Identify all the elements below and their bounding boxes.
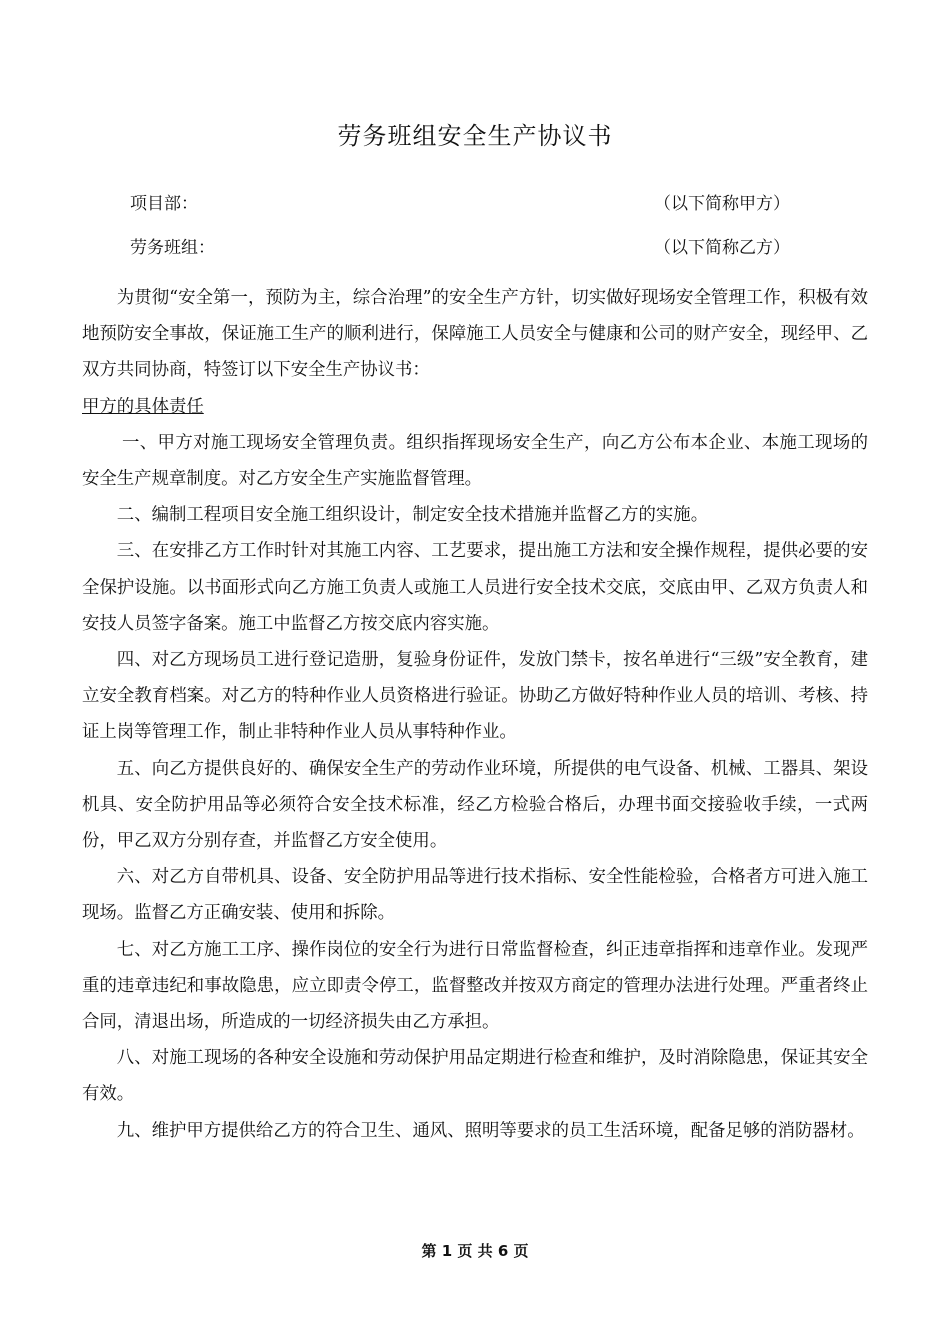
clause-item-3: 三、在安排乙方工作时针对其施工内容、工艺要求，提出施工方法和安全操作规程，提供必要的安全保护设施。以书面形式向乙方施工负责人或施工人员进行安全技术交底，交底由甲、乙双方负责人和安技人员签字备案。施工中监督乙方按交底内容实施。	[82, 541, 868, 634]
party-label-project: 项目部：	[130, 194, 198, 214]
clause-item-2: 二、编制工程项目安全施工组织设计，制定安全技术措施并监督乙方的实施。	[116, 505, 709, 526]
page-number-footer: 第 1 页 共 6 页	[421, 1242, 529, 1260]
clause-item-7: 七、对乙方施工工序、操作岗位的安全行为进行日常监督检查，纠正违章指挥和违章作业。发现严重的违章违纪和事故隐患，应立即责令停工，监督整改并按双方商定的管理办法进行处理。严重者终止合同，清退出场，所造成的一切经济损失由乙方承担。	[82, 939, 868, 1033]
party-label-labor-team: 劳务班组：	[130, 238, 215, 258]
clause-item-6: 六、对乙方自带机具、设备、安全防护用品等进行技术指标、安全性能检验，合格者方可进入施工现场。监督乙方正确安装、使用和拆除。	[82, 867, 868, 924]
document-body	[82, 280, 868, 1149]
party-row-project	[130, 189, 790, 215]
clause-item-8: 八、对施工现场的各种安全设施和劳动保护用品定期进行检查和维护，及时消除隐患，保证其安全有效。	[82, 1048, 868, 1105]
intro-paragraph: 为贯彻“安全第一，预防为主，综合治理”的安全生产方针，切实做好现场安全管理工作，积极有效地预防安全事故，保证施工生产的顺利进行，保障施工人员安全与健康和公司的财产安全，现经甲、乙双方共同协商，特签订以下安全生产协议书：	[82, 288, 868, 381]
section-heading: 甲方的具体责任	[82, 396, 204, 417]
clause-item-5: 五、向乙方提供良好的、确保安全生产的劳动作业环境，所提供的电气设备、机械、工器具、架设机具、安全防护用品等必须符合安全技术标准，经乙方检验合格后，办理书面交接验收手续，一式两份，甲乙双方分别存查，并监督乙方安全使用。	[82, 758, 868, 852]
party-note-project: （以下简称甲方）	[654, 194, 790, 214]
clause-item-4: 四、对乙方现场员工进行登记造册，复验身份证件，发放门禁卡，按名单进行“三级”安全教育，建立安全教育档案。对乙方的特种作业人员资格进行验证。协助乙方做好特种作业人员的培训、考核、持证上岗等管理工作，制止非特种作业人员从事特种作业。	[82, 650, 868, 743]
party-note-labor-team: （以下简称乙方）	[654, 238, 790, 258]
clause-item-1: 一、甲方对施工现场安全管理负责。组织指挥现场安全生产，向乙方公布本企业、本施工现场的安全生产规章制度。对乙方安全生产实施监督管理。	[82, 432, 868, 490]
party-row-labor-team	[130, 233, 790, 259]
document-title: 劳务班组安全生产协议书	[337, 122, 613, 150]
clause-item-9: 九、维护甲方提供给乙方的符合卫生、通风、照明等要求的员工生活环境，配备足够的消防器材。	[116, 1120, 865, 1141]
